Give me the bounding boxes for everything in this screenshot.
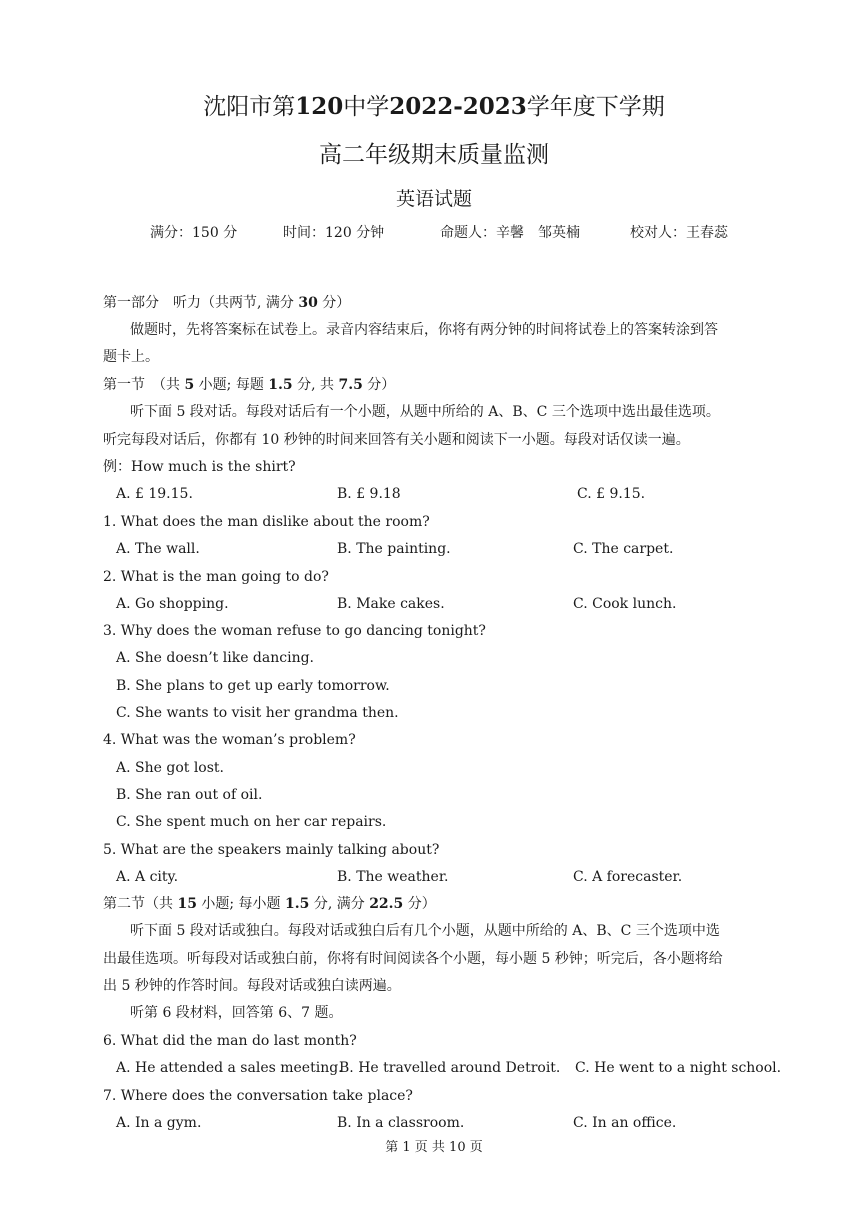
q2-option-b: B. Make cakes. [337,596,445,612]
exam-authors: 命题人：辛馨 邹英楠 [440,225,580,241]
exam-time: 时间：120 分钟 [283,225,385,241]
example-option-b: B. £ 9.18 [337,486,401,502]
q5-option-b: B. The weather. [337,869,449,885]
section1-title: 第一节 （共 5 小题; 每题 1.5 分, 共 7.5 分） [103,377,396,393]
question-5: 5. What are the speakers mainly talking about? [103,842,440,858]
q4-option-c: C. She spent much on her car repairs. [116,814,387,830]
section2-instruction-line1: 听下面 5 段对话或独白。每段对话或独白后有几个小题，从题中所给的 A、B、C 三个选项中选 [130,923,720,939]
part1-instruction-line2: 题卡上。 [103,349,159,365]
q1-option-a: A. The wall. [116,541,200,557]
section2-instruction-line3: 出 5 秒钟的作答时间。每段对话或独白读两遍。 [103,978,401,994]
q2-option-a: A. Go shopping. [116,596,229,612]
exam-subtitle: 高二年级期末质量监测 [319,142,549,168]
example-question: 例：How much is the shirt? [103,459,296,475]
q4-option-b: B. She ran out of oil. [116,787,263,803]
example-option-c: C. £ 9.15. [577,486,646,502]
section2-instruction-line2: 出最佳选项。听每段对话或独白前，你将有时间阅读各个小题，每小题 5 秒钟；听完后，各小题将给 [103,951,723,967]
q1-option-b: B. The painting. [337,541,451,557]
q1-option-c: C. The carpet. [573,541,674,557]
section2-title: 第二节（共 15 小题; 每小题 1.5 分, 满分 22.5 分） [103,896,436,912]
material-6-instruction: 听第 6 段材料，回答第 6、7 题。 [130,1005,343,1021]
question-7: 7. Where does the conversation take place? [103,1088,413,1104]
exam-checker: 校对人：王春蕊 [630,225,728,241]
q4-option-a: A. She got lost. [116,760,224,776]
q5-option-a: A. A city. [116,869,179,885]
q6-option-c: C. He went to a night school. [575,1060,782,1076]
q5-option-c: C. A forecaster. [573,869,683,885]
section1-instruction-line1: 听下面 5 段对话。每段对话后有一个小题，从题中所给的 A、B、C 三个选项中选出最佳选项。 [130,404,720,420]
example-option-a: A. £ 19.15. [116,486,193,502]
section1-instruction-line2: 听完每段对话后，你都有 10 秒钟的时间来回答有关小题和阅读下一小题。每段对话仅读一遍。 [103,432,690,448]
full-score: 满分：150 分 [150,225,238,241]
q3-option-a: A. She doesn’t like dancing. [116,650,315,666]
part1-instruction-line1: 做题时，先将答案标在试卷上。录音内容结束后，你将有两分钟的时间将试卷上的答案转涂到答 [130,322,718,338]
exam-title: 沈阳市第120中学2022-2023学年度下学期 [203,93,665,120]
q6-option-b: B. He travelled around Detroit. [339,1060,561,1076]
part1-title: 第一部分 听力（共两节, 满分 30 分） [103,295,351,311]
q2-option-c: C. Cook lunch. [573,596,677,612]
q3-option-c: C. She wants to visit her grandma then. [116,705,399,721]
q7-option-a: A. In a gym. [116,1115,202,1131]
question-3: 3. Why does the woman refuse to go dancing tonight? [103,623,486,639]
q6-option-a: A. He attended a sales meeting. [116,1060,343,1076]
q3-option-b: B. She plans to get up early tomorrow. [116,678,390,694]
question-2: 2. What is the man going to do? [103,569,329,585]
exam-subject: 英语试题 [395,188,472,210]
q7-option-c: C. In an office. [573,1115,677,1131]
question-6: 6. What did the man do last month? [103,1033,357,1049]
q7-option-b: B. In a classroom. [337,1115,465,1131]
question-4: 4. What was the woman’s problem? [103,732,356,748]
page-number: 第 1 页 共 10 页 [385,1140,483,1155]
question-1: 1. What does the man dislike about the room? [103,514,430,530]
